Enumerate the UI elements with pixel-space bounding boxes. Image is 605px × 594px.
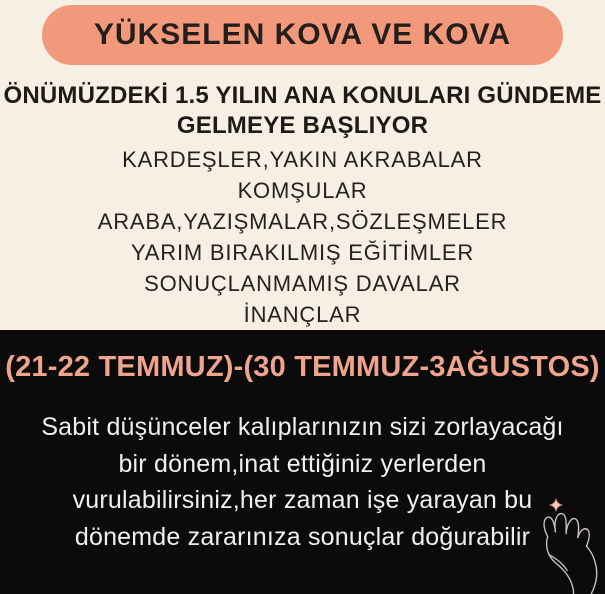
topic-item: KARDEŞLER,YAKIN AKRABALAR [122,147,483,172]
subtitle [0,81,605,141]
topic-item: KOMŞULAR [237,178,368,203]
topic-item: YARIM BIRAKILMIŞ EĞİTİMLER [130,240,475,265]
topics-list [0,144,605,330]
poster-title: YÜKSELEN KOVA VE KOVA [93,18,512,51]
description-line: dönemde zararınıza sonuçlar doğurabilir [74,522,531,551]
topic-item: İNANÇLAR [243,302,362,327]
topic-item: ARABA,YAZIŞMALAR,SÖZLEŞMELER [97,209,508,234]
hand-icon [537,512,603,594]
topic-item: SONUÇLANMAMIŞ DAVALAR [144,271,461,296]
description-line: bir dönem,inat ettiğiniz yerlerden [118,449,487,478]
subtitle-line: ÖNÜMÜZDEKİ 1.5 YILIN ANA KONULARI GÜNDEME [3,82,602,109]
description-line: Sabit düşünceler kalıplarınızın sizi zorlayacağı [41,413,564,441]
date-range-heading: (21-22 TEMMUZ)-(30 TEMMUZ-3AĞUSTOS) [5,351,600,383]
footer-section [0,330,605,594]
sparkle-icon [548,497,564,513]
description [0,409,605,555]
title-banner [42,5,563,65]
description-line: vurulabilirsiniz,her zaman işe yarayan bu [72,486,533,514]
subtitle-line: GELMEYE BAŞLIYOR [176,112,429,139]
